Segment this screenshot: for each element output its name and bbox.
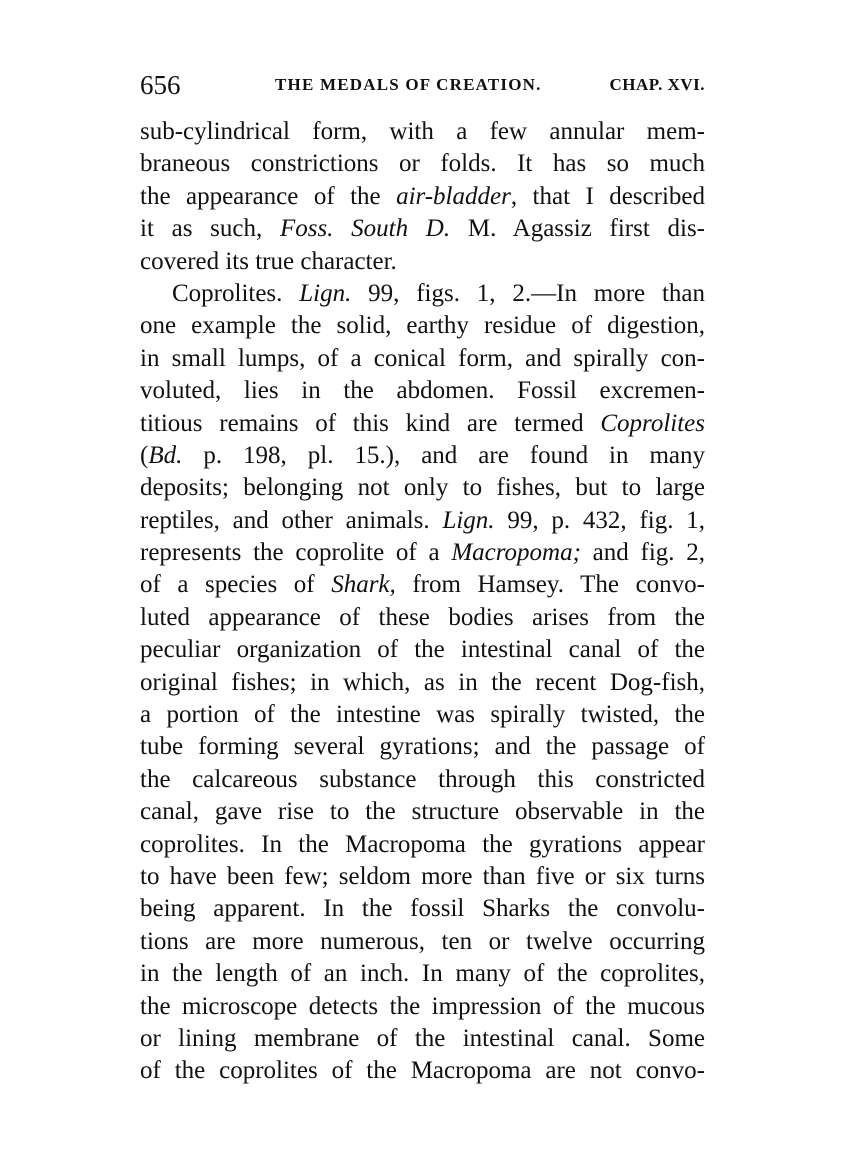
text-line: a portion of the intestine was spirally twisted, the <box>140 701 705 729</box>
text-line: peculiar organization of the intestinal canal of the <box>140 636 705 664</box>
text-line: (Bd. p. 198, pl. 15.), and are found in many <box>140 441 705 469</box>
text-line: sub-cylindrical form, with a few annular mem- <box>140 118 705 145</box>
text-line: tube forming several gyrations; and the passage of <box>140 733 705 761</box>
text-line: in the length of an inch. In many of the coprolites, <box>140 960 705 988</box>
text-line: the calcareous substance through this constricted <box>140 765 705 793</box>
text-line: being apparent. In the fossil Sharks the convolu- <box>140 895 705 923</box>
text-line: in small lumps, of a conical form, and spirally con- <box>140 344 705 372</box>
text-line: original fishes; in which, as in the recent Dog-fish, <box>140 668 705 696</box>
text-line: Coprolites. Lign. 99, figs. 1, 2.—In more than <box>172 279 705 307</box>
text-line: tions are more numerous, ten or twelve occurring <box>140 927 705 955</box>
text-line: titious remains of this kind are termed Coprolites <box>140 409 705 437</box>
body-text <box>140 116 705 1088</box>
text-line: braneous constrictions or folds. It has so much <box>140 150 705 178</box>
text-line: canal, gave rise to the structure observable in the <box>140 798 705 826</box>
text-line: one example the solid, earthy residue of digestion, <box>140 312 705 340</box>
text-line: deposits; belonging not only to fishes, but to large <box>140 474 705 502</box>
text-line: voluted, lies in the abdomen. Fossil excremen- <box>140 377 705 405</box>
text-line: of the coprolites of the Macropoma are not convo- <box>140 1057 705 1085</box>
text-line: to have been few; seldom more than five or six turns <box>140 862 705 890</box>
text-line: of a species of Shark, from Hamsey. The convo- <box>140 571 705 599</box>
text-line: luted appearance of these bodies arises from the <box>140 603 705 631</box>
text-line: reptiles, and other animals. Lign. 99, p. 432, fig. 1, <box>140 506 705 534</box>
chapter-label: CHAP. XVI. <box>609 75 705 94</box>
page-header <box>140 70 705 106</box>
text-line: or lining membrane of the intestinal canal. Some <box>140 1024 705 1052</box>
text-line: the microscope detects the impression of the mucous <box>140 992 705 1020</box>
text-line: it as such, Foss. South D. M. Agassiz first dis- <box>140 215 706 243</box>
page-number: 656 <box>140 70 181 100</box>
running-title: THE MEDALS OF CREATION. <box>275 75 542 94</box>
text-line: the appearance of the air-bladder, that I described <box>140 182 706 210</box>
text-line: covered its true character. <box>140 247 397 275</box>
text-line: coprolites. In the Macropoma the gyrations appear <box>140 830 705 858</box>
text-line: represents the coprolite of a Macropoma; and fig. 2, <box>140 539 705 567</box>
